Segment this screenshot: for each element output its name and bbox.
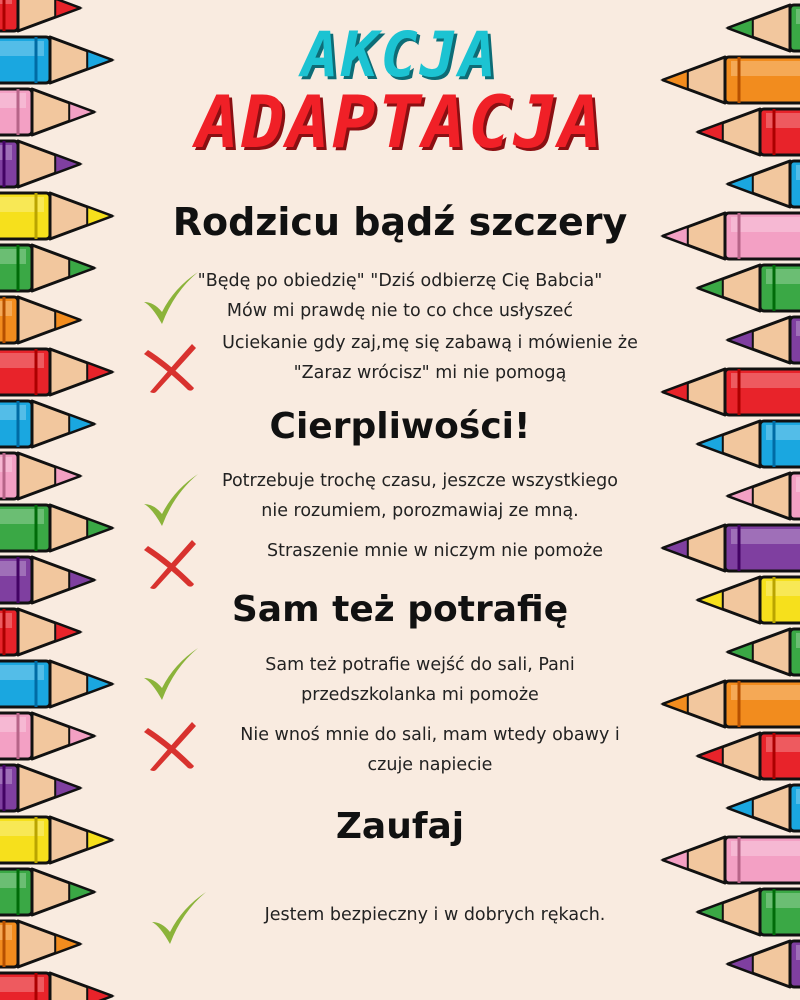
dont-text-line: "Zaraz wrócisz" mi nie pomogą	[293, 363, 567, 383]
pencil-decoration	[0, 505, 112, 551]
cross-mark-icon	[140, 338, 202, 400]
pencil-decoration	[0, 765, 80, 811]
pencil-decoration	[0, 713, 94, 759]
pencil-decoration	[728, 317, 800, 363]
do-text-line: Mów mi prawdę nie to co chce usłyszeć	[226, 301, 574, 321]
title-akcja: AKCJA	[301, 18, 499, 91]
dont-text-scaring	[230, 536, 640, 566]
section-heading-zaufaj: Zaufaj	[335, 806, 465, 847]
do-text-line: nie rozumiem, porozmawiaj ze mną.	[261, 501, 579, 521]
do-text-line: Potrzebuje trochę czasu, jeszcze wszystkiego	[222, 471, 618, 491]
do-text-line: Jestem bezpieczny i w dobrych rękach.	[264, 905, 606, 925]
pencil-decoration	[698, 265, 800, 311]
pencil-decoration	[0, 297, 80, 343]
pencil-decoration	[0, 245, 94, 291]
dont-text-line: Uciekanie gdy zaj,mę się zabawą i mówienie że	[222, 333, 638, 353]
pencil-decoration	[728, 629, 800, 675]
do-text-patience	[200, 466, 640, 526]
pencil-decoration	[0, 349, 112, 395]
pencil-decoration	[0, 869, 94, 915]
dont-text-line: czuje napiecie	[367, 755, 493, 775]
pencil-decoration	[0, 921, 80, 967]
check-mark-icon	[140, 644, 202, 706]
do-text-line: "Będę po obiedzię" "Dziś odbierzę Cię Babcia"	[197, 271, 603, 291]
do-text-honesty	[180, 266, 620, 326]
do-text-trust	[230, 900, 640, 930]
pencil-decoration	[663, 681, 800, 727]
pencil-decoration	[0, 453, 80, 499]
cross-mark-icon	[140, 534, 202, 596]
check-mark-icon	[140, 470, 202, 532]
pencil-decoration	[663, 525, 800, 571]
pencil-decoration	[698, 889, 800, 935]
pencil-decoration	[728, 941, 800, 987]
cross-mark-icon	[140, 716, 202, 778]
pencil-decoration	[0, 973, 112, 1000]
do-text-line: przedszkolanka mi pomoże	[301, 685, 539, 705]
section-heading-rodzicu: Rodzicu bądź szczery	[172, 200, 628, 244]
check-mark-icon	[148, 888, 210, 950]
dont-text-line: Nie wnoś mnie do sali, mam wtedy obawy i	[240, 725, 620, 745]
section-heading-sam-tez-potrafie: Sam też potrafię	[231, 589, 569, 630]
dont-text-line: Straszenie mnie w niczym nie pomoże	[267, 541, 603, 561]
pencil-decoration	[728, 473, 800, 519]
dont-text-running-away	[200, 328, 660, 388]
do-text-line: Sam też potrafie wejść do sali, Pani	[265, 655, 575, 675]
do-text-independence	[210, 650, 630, 710]
pencil-decoration	[0, 661, 112, 707]
title-adaptacja: ADAPTACJA	[195, 80, 605, 164]
dont-text-carrying	[210, 720, 650, 780]
section-heading-cierpliwosci: Cierpliwości!	[269, 406, 531, 447]
pencil-decoration	[698, 733, 800, 779]
